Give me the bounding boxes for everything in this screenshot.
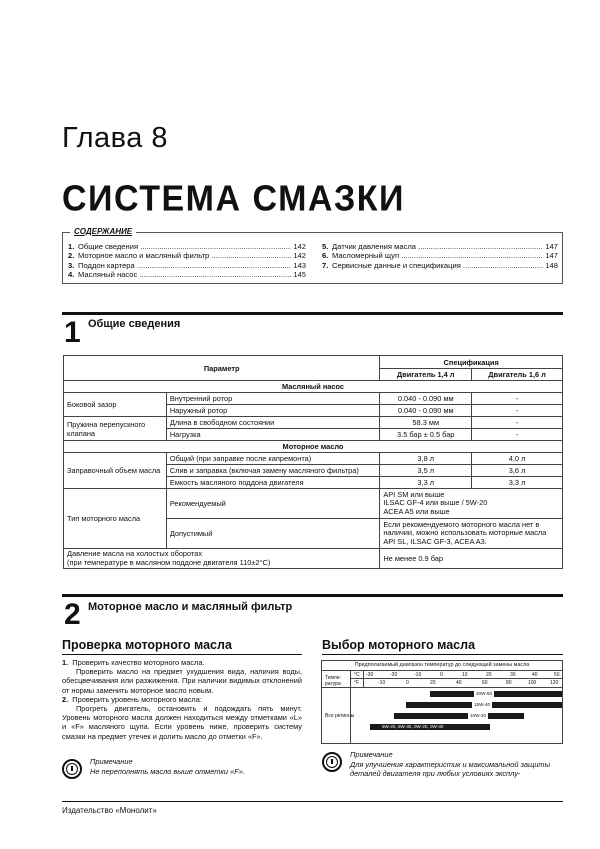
toc-num: 4. [68, 270, 75, 280]
toc-item[interactable] [68, 251, 306, 260]
table-header-param: Параметр [64, 356, 380, 381]
step-2 [62, 695, 302, 704]
check-procedure [62, 658, 302, 741]
tick-c: 30 [510, 672, 516, 678]
toc-left-column [68, 242, 306, 280]
table-cell: 58.3 мм [380, 417, 472, 429]
table-cell: Пружина перепускного клапана [64, 417, 167, 441]
unit-c: °C [354, 672, 360, 678]
toc-item[interactable] [322, 261, 558, 270]
table-cell: 3,3 л [472, 477, 563, 489]
tick-f: 100 [528, 680, 537, 686]
table-cell: Если рекомендуемого моторного масла нет в наличии, можно использовать моторные масла API SL, ILSAC GF-3, ACEA A3. [380, 519, 563, 549]
toc-item[interactable] [322, 242, 558, 251]
tick-f: 0 [406, 680, 409, 686]
tick-c: 20 [486, 672, 492, 678]
toc-title: Поддон картера ..... [78, 261, 291, 270]
section-title: Моторное масло и масляный фильтр [88, 601, 293, 613]
table-cell: Тип моторного масла [64, 489, 167, 549]
toc-title: Масломерный щуп ..... [332, 251, 543, 260]
oil-viscosity-chart [321, 660, 563, 744]
note-title: Примечание [350, 750, 393, 759]
step-1-text: Проверить масло на предмет ухудшения вида, наличия воды, обесцвечивания или разжижения. При наличии видимых отклонений от нормы заменить моторное масло новым. [62, 667, 302, 695]
toc-title: Моторное масло и масляный фильтр ..... [78, 251, 291, 260]
publisher-footer: Издательство «Монолит» [62, 806, 157, 815]
toc-num: 2. [68, 251, 75, 261]
toc-num: 5. [322, 242, 329, 251]
tick-f: 80 [506, 680, 512, 686]
grade-label: 5W-20, 5W-30, 0W-20, 0W-30 [382, 724, 444, 729]
table-cell: 3.5 бар ± 0.5 бар [380, 429, 472, 441]
table-cell: Наружный ротор [166, 405, 379, 417]
section-number: 1 [64, 316, 81, 349]
tick-f: 120 [550, 680, 559, 686]
table-header-spec: Спецификация [380, 356, 563, 369]
chart-caption: Предполагаемый диапазон температур до следующей замены масла [354, 662, 530, 668]
step-title: Проверить качество моторного масла. [72, 658, 205, 667]
table-cell: 3,6 л [472, 465, 563, 477]
toc-page: 145 [293, 270, 306, 280]
table-cell: Слив и заправка (включая замену масляного фильтра) [166, 465, 379, 477]
toc-title: Общие сведения ..... [78, 242, 291, 251]
unit-f: °F [354, 680, 360, 686]
note-text: Не переполнять масло выше отметки «F». [90, 767, 245, 776]
note-icon [322, 752, 342, 772]
table-cell: 0.040 - 0.090 мм [380, 393, 472, 405]
toc-page: 142 [293, 242, 306, 251]
section-divider [62, 312, 563, 315]
toc-num: 1. [68, 242, 75, 251]
subsection-title: Выбор моторного масла [322, 638, 476, 652]
section-title: Общие сведения [88, 318, 181, 330]
toc-title: Датчик давления масла ..... [332, 242, 543, 251]
table-group: Масляный насос [64, 381, 563, 393]
step-2-text: Прогреть двигатель, остановить и подождать пять минут. Уровень моторного масла должен находиться между отметками «L» и «F» масляного щупа. Если уровень ниже, проверить систему смазки на предмет утечек и долить масло до отметки «F». [62, 704, 302, 741]
table-cell: Давление масла на холостых оборотах (при температуре в масляном поддоне двигателя 110±2°C) [64, 549, 380, 569]
spec-table [63, 355, 563, 569]
tick-c: 0 [440, 672, 443, 678]
note-title: Примечание [90, 757, 133, 766]
table-cell: Не менее 0.9 бар [380, 549, 563, 569]
section-number: 2 [64, 598, 81, 631]
toc-right-column [322, 242, 558, 270]
page-title: СИСТЕМА СМАЗКИ [62, 179, 405, 219]
table-cell: Общий (при заправке после капремонта) [166, 453, 379, 465]
toc-num: 7. [322, 260, 329, 270]
table-cell: - [472, 429, 563, 441]
temp-label: Темпе-ратура [325, 675, 342, 687]
toc-page: 143 [293, 260, 306, 270]
table-cell: 3,3 л [380, 477, 472, 489]
toc-item[interactable] [322, 251, 558, 260]
step-number: 1. [62, 658, 69, 667]
tick-c: 40 [532, 672, 538, 678]
table-header-engine-1-4: Двигатель 1,4 л [380, 369, 472, 381]
grade-label: 10W-30 [470, 713, 487, 718]
table-cell: Заправочный объем масла [64, 453, 167, 489]
tick-c: -20 [390, 672, 398, 678]
toc-page: 147 [545, 251, 558, 261]
table-cell: 4,0 л [472, 453, 563, 465]
step-title: Проверить уровень моторного масла: [72, 694, 202, 704]
table-cell: Допустимый [166, 519, 379, 549]
grade-bar [394, 713, 524, 719]
chapter-heading: Глава 8 [62, 122, 169, 154]
table-cell: - [472, 393, 563, 405]
tick-f: -10 [378, 680, 386, 686]
grade-bar [430, 691, 562, 697]
tick-c: 10 [462, 672, 468, 678]
section-divider [62, 594, 563, 597]
subsection-underline [62, 654, 302, 655]
grade-label: 20W-50 [476, 691, 493, 696]
table-cell: Длина в свободном состоянии [166, 417, 379, 429]
grade-label: 15W-40 [474, 702, 491, 707]
footer-divider [62, 801, 563, 802]
tick-c: -30 [366, 672, 374, 678]
toc-page: 148 [545, 260, 558, 270]
step-number: 2. [62, 694, 69, 704]
table-cell: 3,8 л [380, 453, 472, 465]
table-cell: Емкость масляного поддона двигателя [166, 477, 379, 489]
toc-page: 147 [545, 242, 558, 251]
tick-c: 50 [554, 672, 560, 678]
toc-num: 3. [68, 260, 75, 270]
tick-c: -10 [414, 672, 422, 678]
subsection-underline [322, 654, 563, 655]
tick-f: 40 [456, 680, 462, 686]
toc-page: 142 [293, 251, 306, 261]
tick-f: 20 [430, 680, 436, 686]
table-cell: Боковой зазор [64, 393, 167, 417]
table-header-engine-1-6: Двигатель 1,6 л [472, 369, 563, 381]
table-cell: - [472, 405, 563, 417]
toc-item[interactable] [68, 261, 306, 270]
table-cell: 3,5 л [380, 465, 472, 477]
table-cell: Рекомендуемый [166, 489, 379, 519]
table-group: Моторное масло [64, 441, 563, 453]
toc-num: 6. [322, 251, 329, 261]
table-cell: Нагрузка [166, 429, 379, 441]
table-cell: - [472, 417, 563, 429]
toc-item[interactable] [68, 242, 306, 251]
toc-title: Сервисные данные и спецификация ..... [332, 261, 543, 270]
note-icon [62, 759, 82, 779]
toc-label: СОДЕРЖАНИЕ [70, 227, 136, 236]
subsection-title: Проверка моторного масла [62, 638, 232, 652]
toc-item[interactable] [68, 270, 306, 279]
table-cell: Внутренний ротор [166, 393, 379, 405]
tick-f: 60 [482, 680, 488, 686]
step-1 [62, 658, 302, 667]
regions-label: Все регионы [325, 713, 355, 719]
note-text: Для улучшения характеристик и максимальной защиты деталей двигателя при любых условиях эксплу- [350, 760, 551, 778]
table-cell: 0.040 - 0.090 мм [380, 405, 472, 417]
table-cell: API SM или выше ILSAC GF-4 или выше / 5W-20 ACEA A5 или выше [380, 489, 563, 519]
toc-title: Масляный насос ..... [78, 270, 291, 279]
